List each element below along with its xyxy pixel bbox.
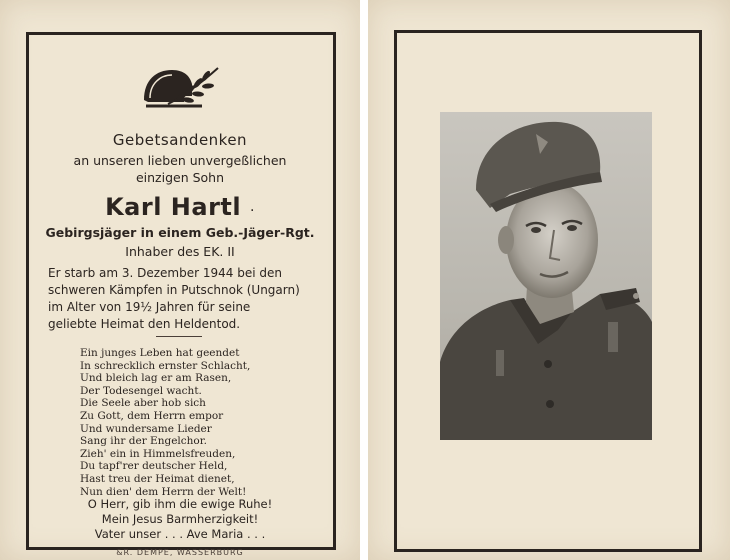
helmet-oak-branch-icon — [138, 62, 224, 110]
memorial-card-text-side — [0, 0, 360, 560]
deceased-name — [0, 193, 360, 221]
poem-line: Nun dien' dem Herrn der Welt! — [80, 485, 247, 498]
poem-line: In schrecklich ernster Schlacht, — [80, 359, 251, 372]
soldier-portrait — [440, 112, 652, 440]
poem-line: Der Todesengel wacht. — [80, 384, 202, 397]
death-paragraph — [48, 265, 314, 333]
heading: Gebetsandenken — [112, 131, 248, 149]
prayer-line: Vater unser . . . Ave Maria . . . — [94, 527, 266, 541]
death-line: Er starb am 3. Dezember 1944 bei den — [48, 266, 282, 280]
military-unit: Gebirgsjäger in einem Geb.-Jäger-Rgt. — [45, 225, 315, 240]
poem-line: Ein junges Leben hat geendet — [80, 347, 240, 359]
death-line: geliebte Heimat den Heldentod. — [48, 317, 241, 331]
poem-line: Und bleich lag er am Rasen, — [80, 372, 232, 385]
death-line: schweren Kämpfen in Putschnok (Ungarn) — [48, 283, 300, 297]
award: Inhaber des EK. II — [125, 244, 235, 259]
printer-imprint: &R. DEMPE, WASSERBURG — [116, 548, 244, 557]
poem-line: Du tapf'rer deutscher Held, — [80, 460, 228, 473]
intro-line-1: an unseren lieben unvergeßlichen — [73, 153, 287, 168]
poem-line: Sang ihr der Engelchor. — [80, 435, 207, 448]
poem-line: Die Seele aber hob sich — [80, 397, 206, 410]
intro-line-2: einzigen Sohn — [135, 170, 225, 185]
prayer-line: O Herr, gib ihm die ewige Ruhe! — [87, 497, 273, 511]
memorial-card-photo-side — [368, 0, 730, 560]
deceased-name-text: Karl Hartl — [105, 193, 242, 221]
prayer-line: Mein Jesus Barmherzigkeit! — [101, 512, 259, 526]
name-mark: · — [249, 203, 255, 219]
poem — [80, 347, 300, 498]
poem-line: Zieh' ein in Himmelsfreuden, — [80, 447, 236, 460]
soldier-portrait-photo — [440, 112, 652, 440]
divider — [156, 336, 202, 337]
poem-line: Hast treu der Heimat dienet, — [80, 472, 235, 485]
death-line: im Alter von 19½ Jahren für seine — [48, 300, 251, 314]
poem-line: Zu Gott, dem Herrn empor — [80, 409, 224, 422]
poem-line: Und wundersame Lieder — [80, 422, 212, 435]
